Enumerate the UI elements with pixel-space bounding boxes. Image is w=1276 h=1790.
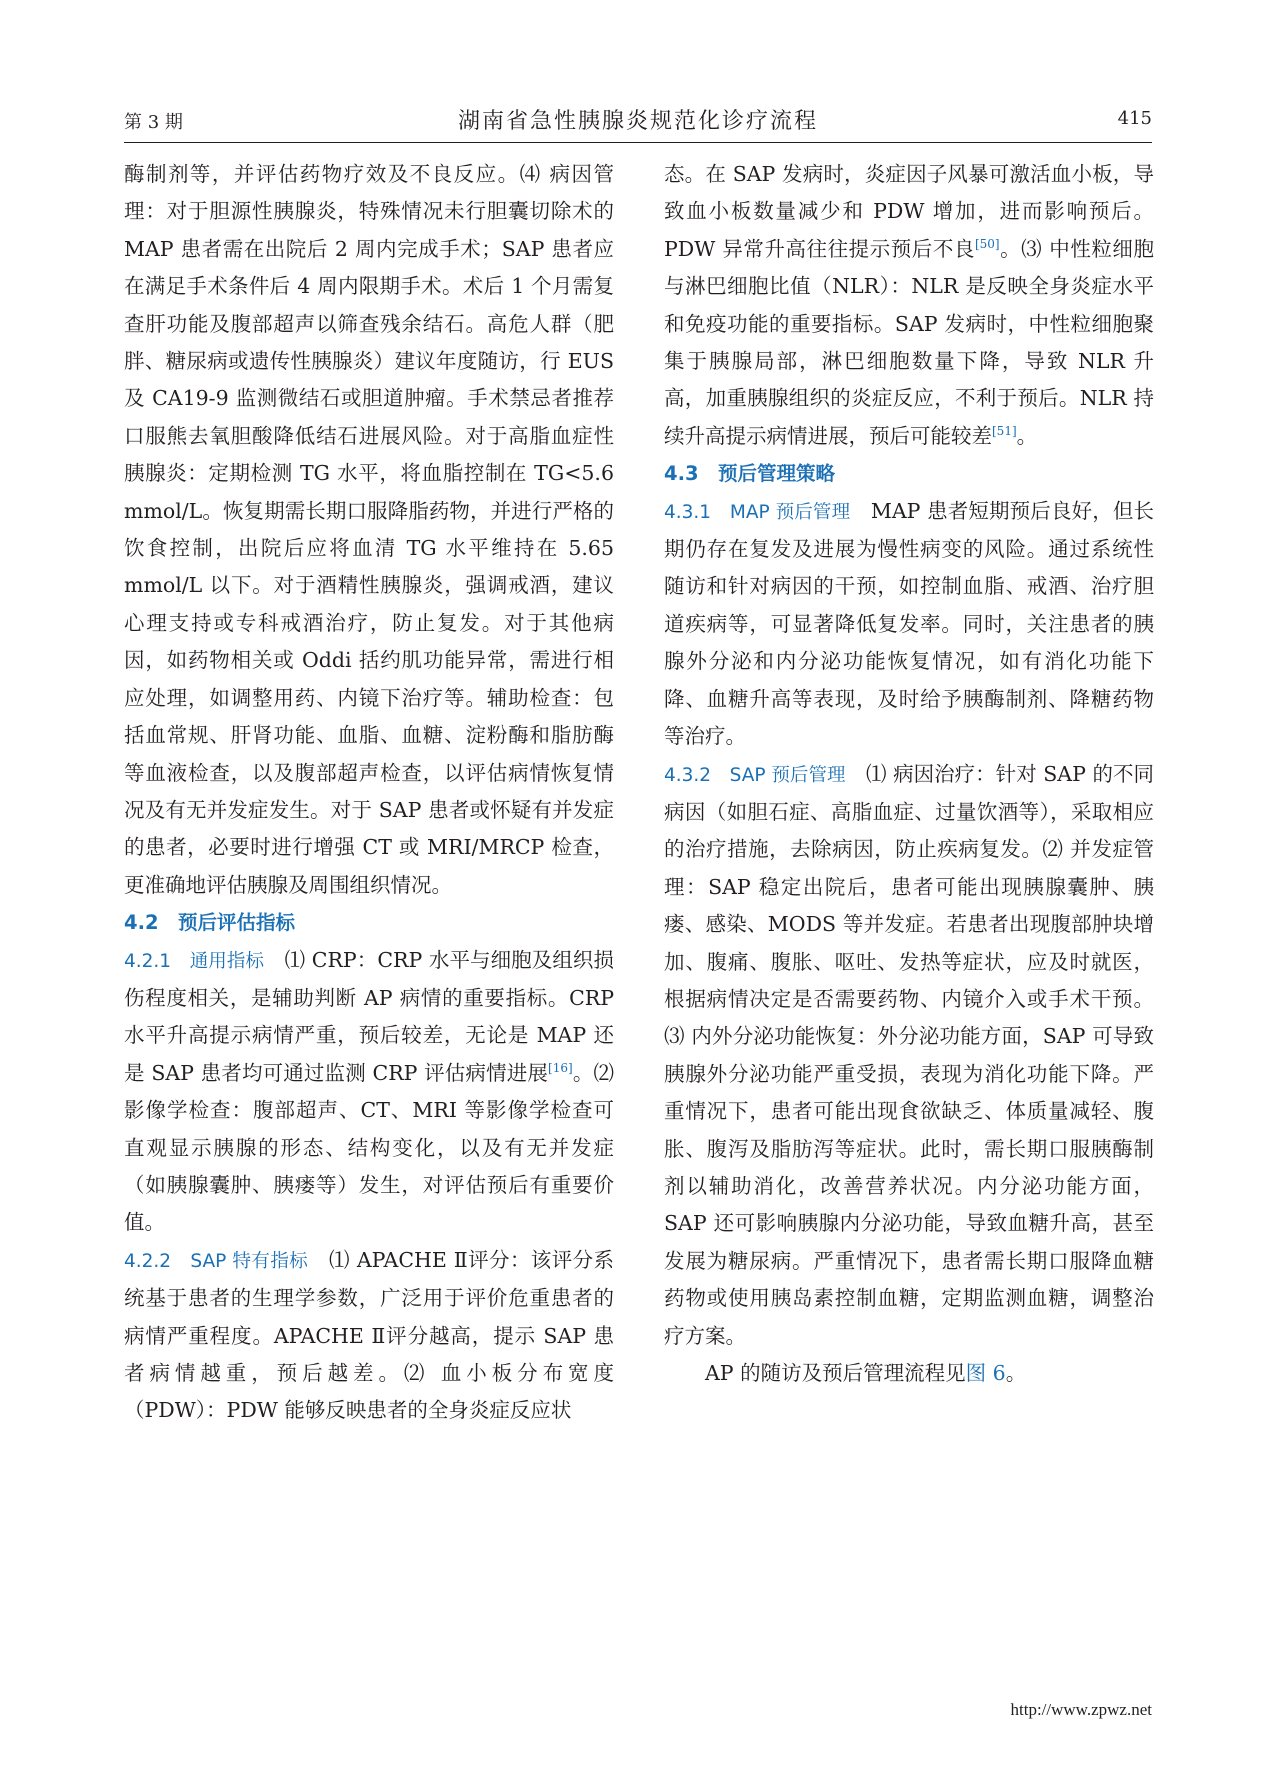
citation-16[interactable]: [16] [548, 1060, 573, 1075]
paragraph-text: 。⑵ 影像学检查：腹部超声、CT、MRI 等影像学检查可直观显示胰腺的形态、结构变化，以及有无并发症（如胰腺囊肿、胰瘘等）发生，对评估预后有重要价值。 [124, 1060, 614, 1235]
paragraph-final [664, 1355, 1154, 1392]
paragraph-text: MAP 患者短期预后良好，但长期仍存在复发及进展为慢性病变的风险。通过系统性随访和针对病因的干预，如控制血脂、戒酒、治疗胆道疾病等，可显著降低复发率。同时，关注患者的胰腺外分泌和内分泌功能恢复情况，如有消化功能下降、血糖升高等表现，及时给予胰酶制剂、降糖药物等治疗。 [664, 498, 1155, 749]
subsection-heading-4-3-2: 4.3.2 SAP 预后管理 [664, 764, 846, 786]
paragraph: 酶制剂等，并评估药物疗效及不良反应。⑷ 病因管理：对于胆源性胰腺炎，特殊情况未行胆囊切除术的 MAP 患者需在出院后 2 周内完成手术；SAP 患者应在满足手术条件后 4 周内限期手术。术后 1 个月需复查肝功能及腹部超声以筛查残余结石。高危人群（肥胖、糖尿病或遗传性胰腺炎）建议年度随访，行 EUS 及 CA19-9 监测微结石或胆道肿瘤。手术禁忌者推荐口服熊去氧胆酸降低结石进展风险。对于高脂血症性胰腺炎：定期检测 TG 水平，将血脂控制在 TG<5.6 mmol/L。恢复期需长期口服降脂药物，并进行严格的饮食控制，出院后应将血清 TG 水平维持在 5.65 mmol/L 以下。对于酒精性胰腺炎，强调戒酒，建议心理支持或专科戒酒治疗，防止复发。对于其他病因，如药物相关或 Oddi 括约肌功能异常，需进行相应处理，如调整用药、内镜下治疗等。辅助检查：包括血常规、肝肾功能、血脂、血糖、淀粉酶和脂肪酶等血液检查，以及腹部超声检查，以评估病情恢复情况及有无并发症发生。对于 SAP 患者或怀疑有并发症的患者，必要时进行增强 CT 或 MRI/MRCP 检查，更准确地评估胰腺及周围组织情况。 [124, 162, 614, 897]
paragraph-text: ⑴ CRP：CRP 水平与细胞及组织损伤程度相关，是辅助判断 AP 病情的重要指标。CRP 水平升高提示病情严重，预后较差，无论是 MAP 还是 SAP 患者均可通过监测 CRP 评估病情进展 [124, 947, 614, 1085]
subsection-heading-4-2-2: 4.2.2 SAP 特有指标 [124, 1250, 309, 1272]
paragraph-text: AP 的随访及预后管理流程见 [705, 1361, 966, 1385]
footer-url[interactable]: http://www.zpwz.net [1010, 1700, 1152, 1719]
section-heading-4-3: 4.3 预后管理策略 [664, 462, 836, 486]
subsection-heading-4-2-1: 4.2.1 通用指标 [124, 950, 265, 972]
page-number: 415 [1117, 108, 1152, 129]
paragraph-4-2-1 [124, 942, 614, 1242]
citation-51[interactable]: [51] [992, 424, 1017, 439]
paragraph-4-2-2 [124, 1242, 614, 1430]
paragraph-text: ⑴ 病因治疗：针对 SAP 的不同病因（如胆石症、高脂血症、过量饮酒等），采取相应的治疗措施，去除病因，防止疾病复发。⑵ 并发症管理：SAP 稳定出院后，患者可能出现胰腺囊肿、胰瘘、感染、MODS 等并发症。若患者出现腹部肿块增加、腹痛、腹胀、呕吐、发热等症状，应及时就医，根据病情决定是否需要药物、内镜介入或手术干预。⑶ 内外分泌功能恢复：外分泌功能方面，SAP 可导致胰腺外分泌功能严重受损，表现为消化功能下降。严重情况下，患者可能出现食欲缺乏、体质量减轻、腹胀、腹泻及脂肪泻等症状。此时，需长期口服胰酶制剂以辅助消化，改善营养状况。内分泌功能方面，SAP 还可影响胰腺内分泌功能，导致血糖升高，甚至发展为糖尿病。严重情况下，患者需长期口服降血糖药物或使用胰岛素控制血糖，定期监测血糖，调整治疗方案。 [664, 761, 1154, 1348]
paragraph-text: 。⑶ 中性粒细胞与淋巴细胞比值（NLR）：NLR 是反映全身炎症水平和免疫功能的重要指标。SAP 发病时，中性粒细胞聚集于胰腺局部，淋巴细胞数量下降，导致 NLR 升高，加重胰腺组织的炎症反应，不利于预后。NLR 持续升高提示病情进展，预后可能较差 [664, 236, 1154, 448]
subsection-heading-4-3-1: 4.3.1 MAP 预后管理 [664, 501, 851, 523]
paragraph-text: 。 [1005, 1361, 1027, 1385]
paragraph-4-3-1 [664, 493, 1154, 756]
journal-title: 湖南省急性胰腺炎规范化诊疗流程 [457, 109, 818, 134]
running-header [124, 108, 1152, 143]
issue-label: 第 3 期 [124, 112, 183, 133]
citation-50[interactable]: [50] [974, 236, 1000, 251]
paragraph-4-3-2 [664, 756, 1154, 1356]
left-column [124, 156, 614, 1430]
paragraph-text: 。 [1016, 423, 1038, 448]
paragraph-text: 态。在 SAP 发病时，炎症因子风暴可激活血小板，导致血小板数量减少和 PDW 增加，进而影响预后。PDW 异常升高往往提示预后不良 [664, 162, 1154, 261]
paragraph-text: ⑴ APACHE Ⅱ评分：该评分系统基于患者的生理学参数，广泛用于评价危重患者的病情严重程度。APACHE Ⅱ评分越高，提示 SAP 患者病情越重，预后越差。⑵ 血小板分布宽度（PDW）：PDW 能够反映患者的全身炎症反应状 [124, 1247, 614, 1423]
paragraph [664, 156, 1154, 455]
figure-6-link[interactable]: 图 6 [965, 1361, 1006, 1385]
section-heading-4-2: 4.2 预后评估指标 [124, 911, 296, 935]
right-column [664, 156, 1154, 1392]
